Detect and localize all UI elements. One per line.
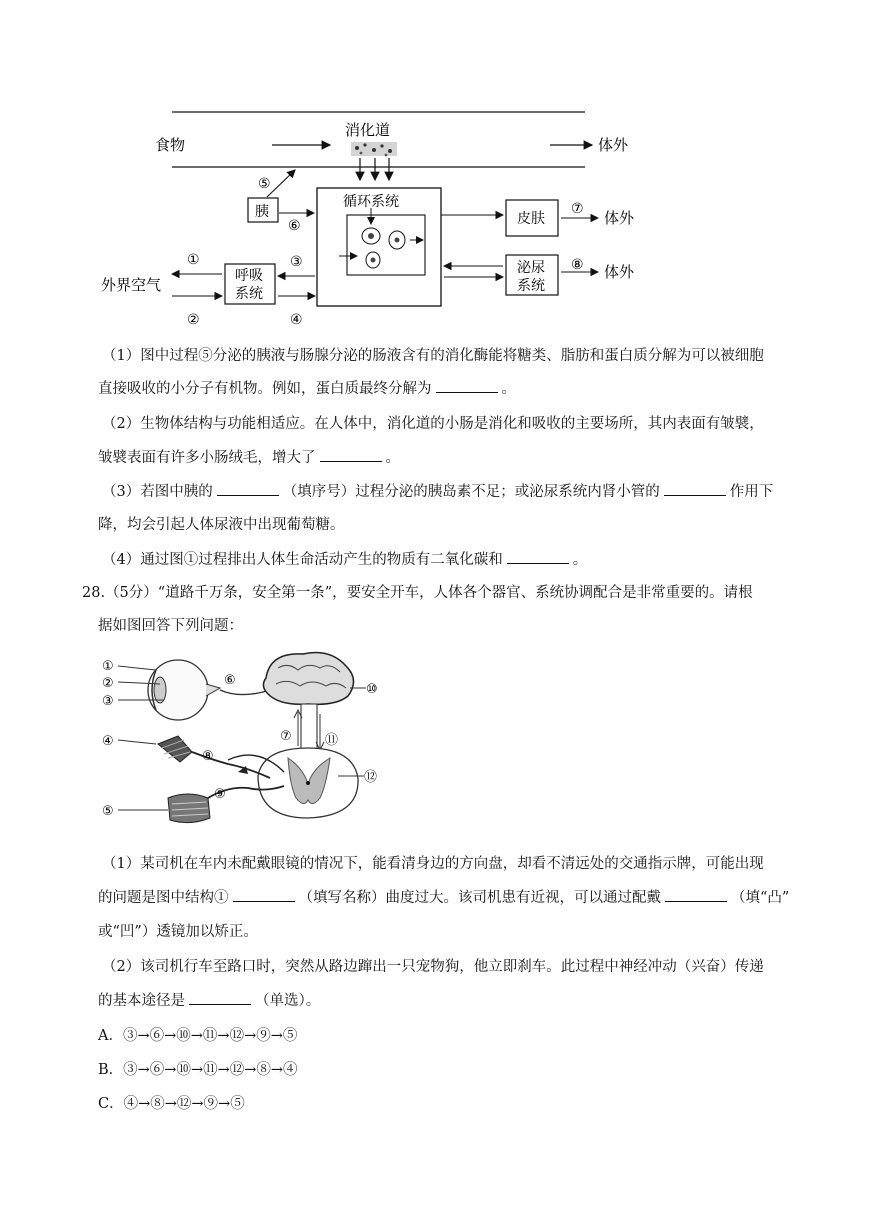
answer-blank-7[interactable]	[665, 889, 727, 902]
answer-blank-8[interactable]	[189, 992, 251, 1005]
q28-p1-text-c: （填写名称）曲度过大。该司机患有近视，可以通过配戴	[298, 890, 661, 906]
ref-label-4: ④	[102, 734, 114, 749]
q28-p2-text-c: （单选）。	[255, 993, 321, 1009]
q27-s4-line	[102, 548, 587, 569]
num-5: ⑤	[258, 176, 271, 192]
q27-s3-text-c: 作用下	[729, 484, 774, 500]
q28-p1-line2	[98, 886, 789, 907]
q27-s3-line1	[102, 480, 773, 501]
q27-s2-end: 。	[385, 450, 400, 466]
eye-drawing	[148, 660, 220, 720]
q28-intro-line1: 28.（5分）“道路千万条，安全第一条”，要安全开车，人体各个器官、系统协调配合是非常重要的。请根	[82, 585, 753, 601]
answer-blank-3[interactable]	[217, 483, 279, 496]
digestive-tract-label: 消化道	[345, 121, 391, 139]
q27-s1-line2	[98, 377, 516, 398]
outside-air-label: 外界空气	[101, 276, 162, 294]
ref-label-2: ②	[102, 676, 114, 691]
q27-s2-line2	[98, 446, 400, 467]
num-8: ⑧	[571, 257, 584, 273]
q28-p1-text-b: 的问题是图中结构①	[98, 890, 229, 906]
answer-blank-4[interactable]	[664, 483, 726, 496]
q27-s4-end: 。	[572, 552, 588, 568]
q28-p1-line3: 或“凹”）透镜加以矫正。	[98, 924, 258, 940]
tissue-box	[347, 215, 425, 275]
answer-blank-1[interactable]	[436, 380, 498, 393]
outside-label-top: 体外	[598, 136, 629, 154]
ref-label-6: ⑥	[224, 673, 236, 688]
num-3: ③	[290, 254, 303, 270]
num-6: ⑥	[288, 218, 301, 234]
q28-p2-text-b: 的基本途径是	[98, 993, 185, 1009]
q27-s3-text-a: （3）若图中胰的	[102, 484, 213, 500]
metabolism-diagram	[95, 100, 655, 332]
q28-p2-line2	[98, 989, 320, 1010]
receptor-drawing	[158, 736, 192, 762]
circulatory-label: 循环系统	[343, 194, 399, 210]
ref-label-8: ⑧	[202, 749, 214, 764]
digested-particles	[351, 142, 397, 156]
q28-p2-line1: （2）该司机行车至路口时，突然从路边蹿出一只宠物狗，他立即刹车。此过程中神经冲动（兴奋）传递	[102, 959, 764, 975]
pancreas-label: 胰	[255, 204, 269, 220]
ref-label-1: ①	[102, 659, 114, 674]
q27-s1-line1: （1）图中过程⑤分泌的胰液与肠腺分泌的肠液含有的消化酶能将糖类、脂肪和蛋白质分解为可以被细胞	[102, 348, 764, 364]
effector-drawing	[168, 794, 210, 823]
spinal-cord-section	[258, 748, 358, 818]
q27-s3-text-b: （填序号）过程分泌的胰岛素不足；或泌尿系统内肾小管的	[282, 484, 660, 500]
num-1: ①	[187, 252, 200, 268]
respiratory-label-1: 呼吸	[235, 268, 263, 284]
urinary-label-2: 系统	[517, 278, 545, 294]
ref-label-3: ③	[102, 694, 114, 709]
reflex-diagram	[98, 648, 388, 853]
cells	[362, 228, 405, 268]
q27-s3-line2: 降，均会引起人体尿液中出现葡萄糖。	[98, 517, 345, 533]
q27-s2-line1: （2）生物体结构与功能相适应。在人体中，消化道的小肠是消化和吸收的主要场所，其内表面有皱襞，	[102, 416, 764, 432]
respiratory-label-2: 系统	[235, 286, 263, 302]
brain-drawing	[263, 653, 353, 705]
option-c[interactable]: C．④→⑧→⑫→⑨→⑤	[98, 1096, 245, 1112]
option-b[interactable]: B．③→⑥→⑩→⑪→⑫→⑧→④	[98, 1062, 298, 1078]
q27-s2-text: 皱襞表面有许多小肠绒毛，增大了	[98, 450, 316, 466]
skin-label: 皮肤	[517, 211, 545, 227]
outside-label-skin: 体外	[604, 209, 635, 227]
q28-p1-line1: （1）某司机在车内未配戴眼镜的情况下，能看清身边的方向盘，却看不清远处的交通指示牌，可能出现	[102, 856, 764, 872]
q27-s1-text: 直接吸收的小分子有机物。例如，蛋白质最终分解为	[98, 381, 432, 397]
ref-label-9: ⑨	[214, 787, 226, 802]
urinary-label-1: 泌尿	[517, 260, 545, 276]
ref-label-11: ⑪	[325, 733, 339, 748]
q27-s4-text: （4）通过图①过程排出人体生命活动产生的物质有二氧化碳和	[102, 552, 503, 568]
ref-label-10: ⑩	[366, 682, 378, 697]
answer-blank-5[interactable]	[507, 551, 569, 564]
ref-label-7: ⑦	[280, 729, 292, 744]
num-4: ④	[290, 312, 303, 328]
num-7: ⑦	[571, 201, 584, 217]
q28-intro-line2: 据如图回答下列问题：	[98, 618, 243, 634]
q27-s1-end: 。	[501, 381, 516, 397]
ref-label-5: ⑤	[102, 804, 114, 819]
option-a[interactable]: A．③→⑥→⑩→⑪→⑫→⑨→⑤	[98, 1028, 298, 1044]
answer-blank-6[interactable]	[233, 889, 295, 902]
food-label: 食物	[155, 136, 186, 154]
ref-label-12: ⑫	[364, 770, 378, 785]
num-2: ②	[187, 312, 200, 328]
q28-p1-text-d: （填“凸”	[731, 890, 790, 906]
answer-blank-2[interactable]	[320, 449, 382, 462]
outside-label-urine: 体外	[604, 263, 635, 281]
